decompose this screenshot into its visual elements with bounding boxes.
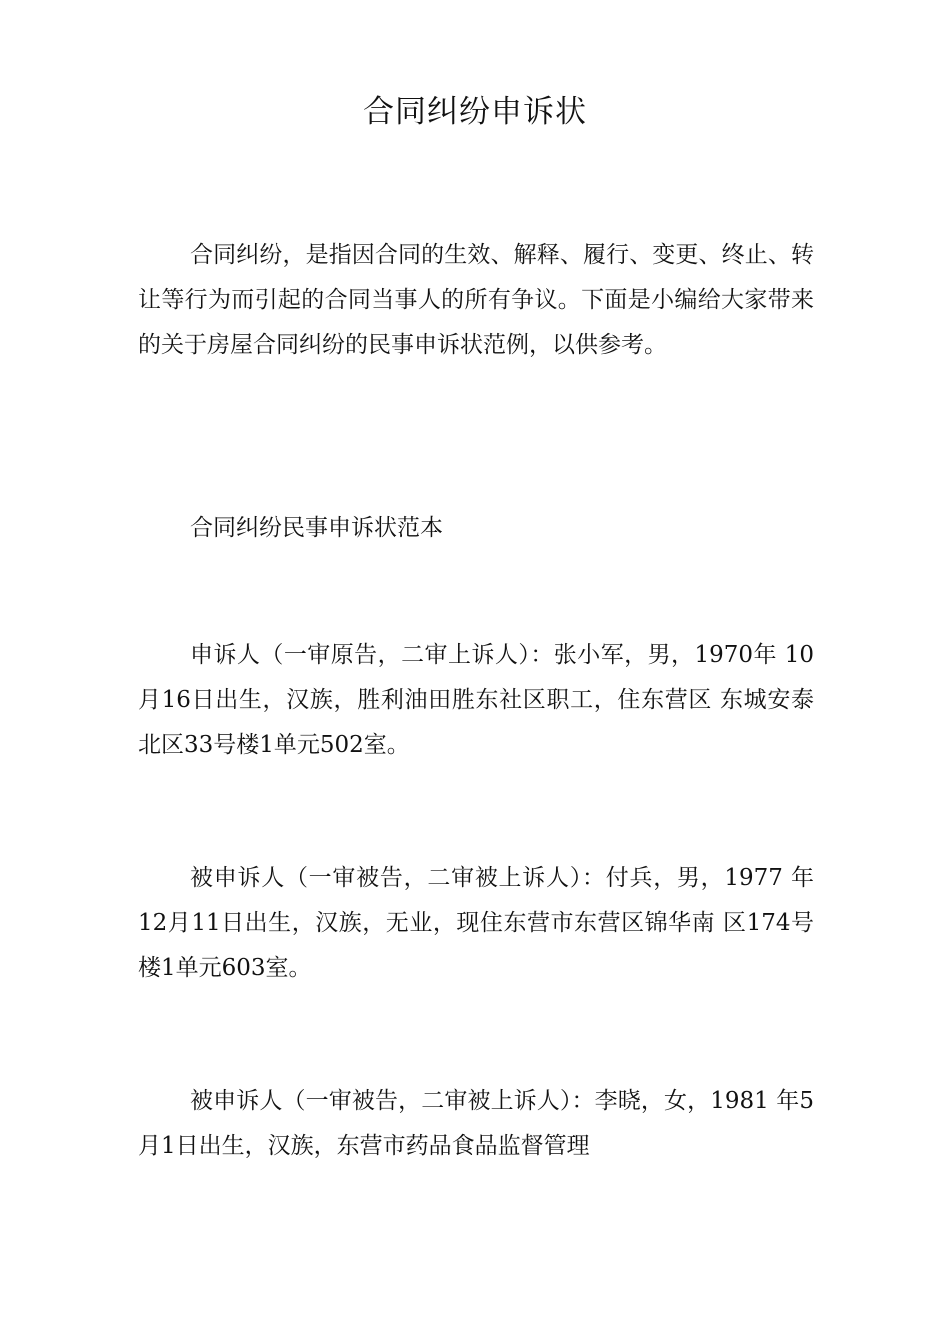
intro-paragraph: 合同纠纷，是指因合同的生效、解释、履行、变更、终止、转让等行为而引起的合同当事人的所有争议。下面是小编给大家带来的关于房屋合同纠纷的民事申诉状范例，以供参考。 xyxy=(138,242,814,358)
respondent-paragraph-2: 被申诉人（一审被告，二审被上诉人）：李晓，女，1981 年5月1日出生，汉族，东营市药品食品监督管理 xyxy=(138,1088,814,1159)
document-title: 合同纠纷申诉状 xyxy=(363,94,587,130)
respondent-paragraph-1: 被申诉人（一审被告，二审被上诉人）：付兵，男，1977 年12月11日出生，汉族，无业，现住东营市东营区锦华南 区174号楼1单元603室。 xyxy=(138,865,814,981)
section-heading: 合同纠纷民事申诉状范本 xyxy=(190,515,443,541)
appellant-paragraph: 申诉人（一审原告，二审上诉人）：张小军，男，1970年 10月16日出生，汉族，胜利油田胜东社区职工，住东营区 东城安泰北区33号楼1单元502室。 xyxy=(138,642,814,758)
